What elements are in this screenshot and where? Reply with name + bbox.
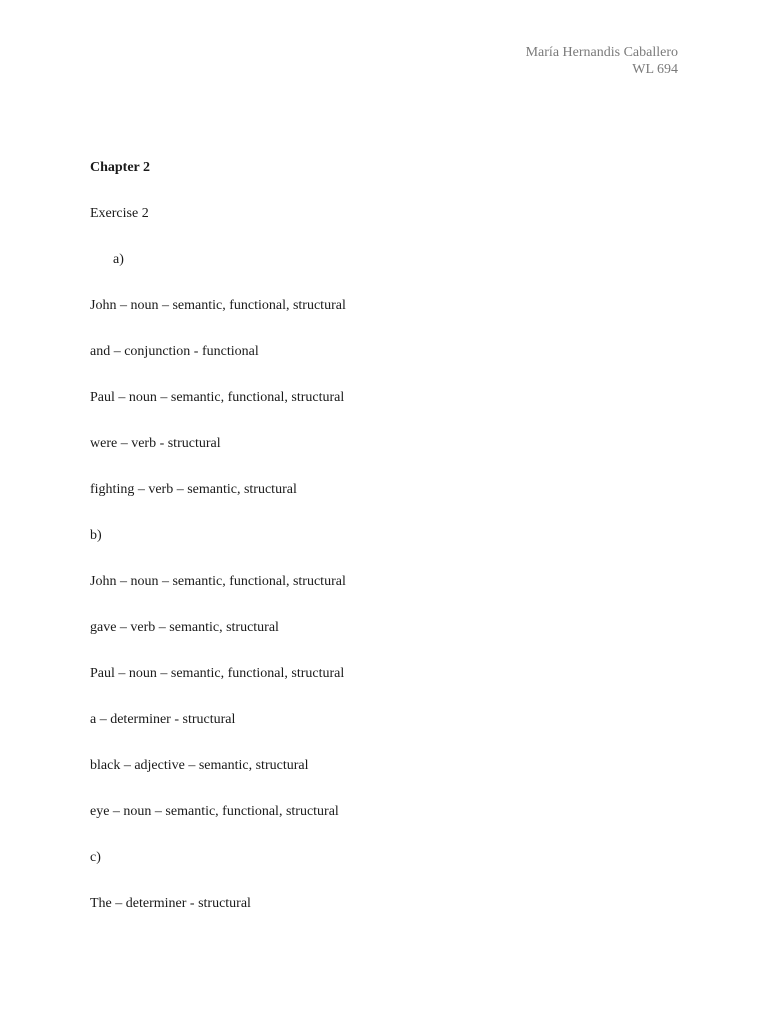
exercise-title: Exercise 2 [90,206,149,221]
list-item: John – noun – semantic, functional, structural [90,298,346,313]
list-item: gave – verb – semantic, structural [90,620,279,635]
section-c-label: c) [90,850,101,865]
chapter-title: Chapter 2 [90,160,151,175]
list-item: a – determiner - structural [90,712,236,727]
course-code: WL 694 [632,62,678,77]
list-item: The – determiner - structural [90,896,251,911]
page-header [526,44,678,78]
list-item: were – verb - structural [90,436,221,451]
list-item: and – conjunction - functional [90,344,259,359]
section-b-label: b) [90,528,102,543]
list-item: Paul – noun – semantic, functional, structural [90,666,345,681]
list-item: Paul – noun – semantic, functional, structural [90,390,345,405]
list-item: fighting – verb – semantic, structural [90,482,297,497]
list-item: eye – noun – semantic, functional, structural [90,804,339,819]
document-body [90,158,690,940]
author-name: María Hernandis Caballero [525,45,678,60]
list-item: black – adjective – semantic, structural [90,758,309,773]
section-a-label: a) [113,252,124,267]
list-item: John – noun – semantic, functional, structural [90,574,346,589]
